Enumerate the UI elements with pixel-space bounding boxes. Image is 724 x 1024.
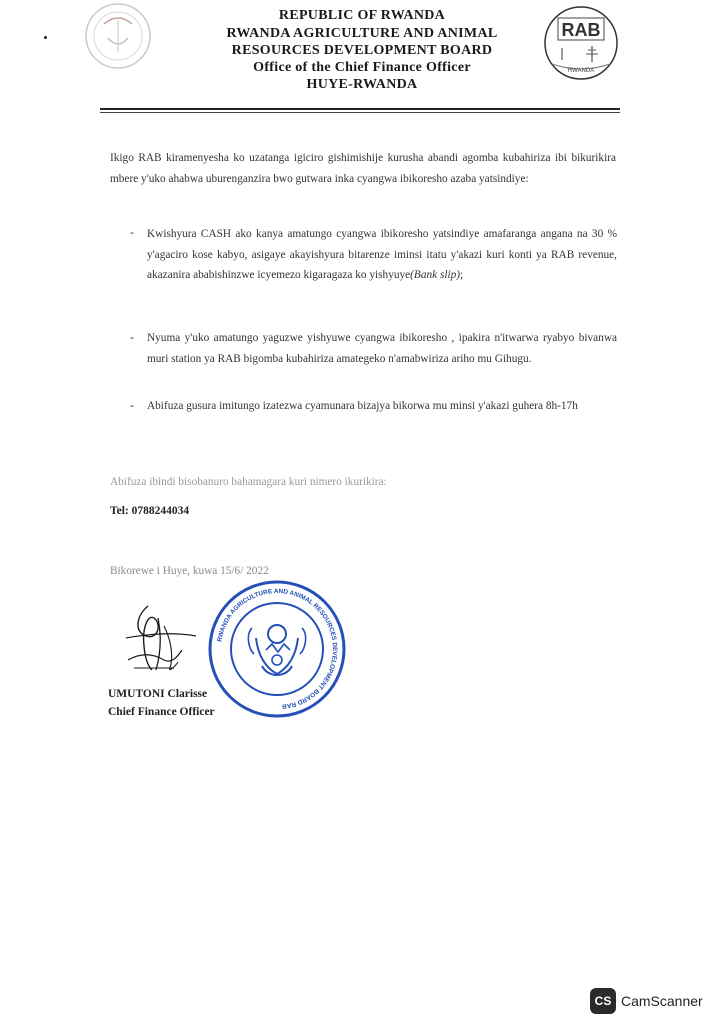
signatory-name: UMUTONI Clarisse: [108, 688, 208, 700]
stamp-text: RWANDA AGRICULTURE AND ANIMAL RESOURCES DEVELOPMENT BOARD RAB: [216, 587, 339, 710]
handwritten-signature: [118, 598, 208, 678]
header-rab-line1: RWANDA AGRICULTURE AND ANIMAL: [226, 26, 498, 41]
svg-text:RWANDA AGRICULTURE AND ANIMAL: [216, 588, 338, 710]
bullet-3-text: Abifuza gusura imitungo izatezwa cyamunara bizajya bikorwa mu minsi y'akazi guhera 8h-17h: [147, 400, 578, 412]
header-rule-thin: [100, 112, 620, 113]
telephone: Tel: 0788244034: [110, 505, 190, 517]
bullet-1-bank-slip: (Bank slip): [410, 269, 461, 281]
header-republic: REPUBLIC OF RWANDA: [278, 8, 446, 23]
bullet-1-text: [147, 224, 617, 286]
official-stamp: [206, 578, 348, 720]
bullet-dash-3: -: [130, 398, 134, 412]
camscanner-icon: CS: [590, 988, 616, 1014]
svg-text:RWANDA: RWANDA: [567, 68, 595, 74]
bullet-1-body: Kwishyura CASH ako kanya amatungo cyangwa ibikoresho yatsindiye amafaranga angana na 30 % y'agaciro kose kabyo, asigaye akayishyura bitarenze iminsi itatu y'akazi kuri konti ya RAB revenue, akazanira ababishinzwe icyemezo kigaragaza ko yishyuye: [147, 228, 617, 281]
header-office: Office of the Chief Finance Officer: [253, 60, 471, 75]
header-rule: [100, 108, 620, 110]
intro-paragraph: Ikigo RAB kiramenyesha ko uzatanga igiciro gishimishije kurusha abandi agomba kubahiriza ibi bikurikira mbere y'uko ahabwa uburenganzira bwo gutwara inka cyangwa ibikoresho azaba yatsindiye:: [110, 152, 616, 185]
bullet-1-tail: ;: [460, 269, 464, 281]
rab-logo: [540, 4, 622, 82]
date-line: Bikorewe i Huye, kuwa 15/6/ 2022: [110, 565, 269, 577]
bullet-dash-2: -: [130, 330, 134, 344]
header-rab-line2: RESOURCES DEVELOPMENT BOARD: [231, 43, 493, 58]
signatory-title: Chief Finance Officer: [108, 706, 215, 718]
info-line: Abifuza ibindi bisobanuro bahamagara kuri nimero ikurikira:: [110, 476, 387, 488]
bullet-dash-1: -: [130, 225, 134, 239]
camscanner-label: CamScanner: [621, 993, 703, 1009]
bullet-2-text: Nyuma y'uko amatungo yaguzwe yishyuwe cyangwa ibikoresho , ipakira n'itwarwa ryabyo bivanwa muri station ya RAB bigomba kubahiriza amategeko n'amabwiriza ariho mu Gihugu.: [147, 332, 617, 365]
header-location: HUYE-RWANDA: [306, 77, 418, 92]
svg-text:RAB: RAB: [561, 20, 601, 40]
